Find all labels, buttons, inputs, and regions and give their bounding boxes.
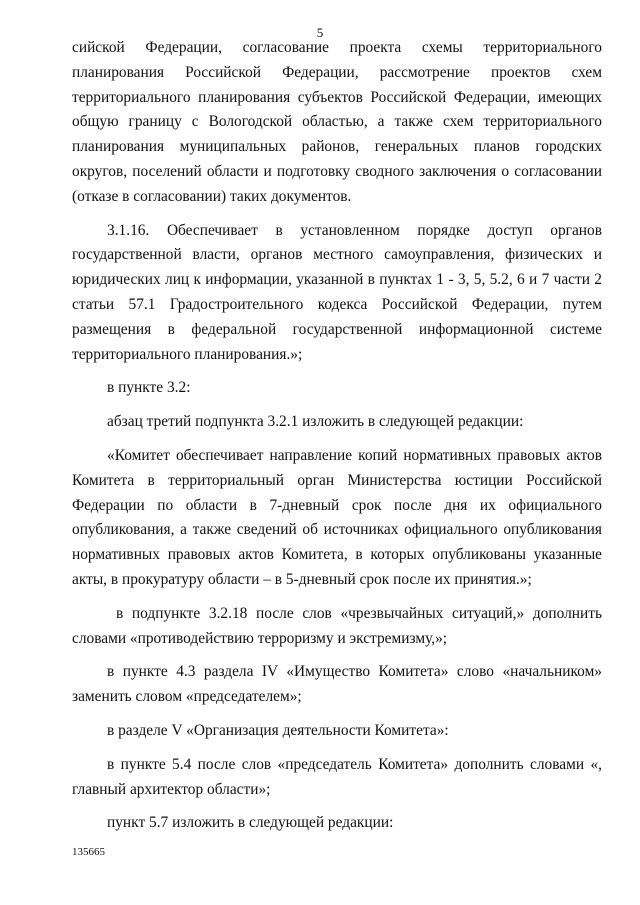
paragraph: сийской Федерации, согласование проекта схемы территориального планирования Российской Федерации, рассмотрение проектов схем территориального планирования субъектов Российской Федерации, имеющих общую границу с Вологодской областью, а также схем территориального планирования муниципальных районов, генеральных планов городских округов, поселений области и подготовку сводного заключения о согласовании (отказе в согласовании) таких документов. xyxy=(72,39,602,205)
paragraph: в подпункте 3.2.18 после слов «чрезвычайных ситуаций,» дополнить словами «противодействию терроризму и экстремизму,»; xyxy=(72,604,602,647)
paragraph: в пункте 3.2: xyxy=(107,379,191,397)
paragraph: 3.1.16. Обеспечивает в установленном порядке доступ органов государственной власти, органов местного самоуправления, физических и юридических лиц к информации, указанной в пунктах 1 - 3, 5, 5.2, 6 и 7 части 2 статьи 57.1 Градостроительного кодекса Российской Федерации, путем размещения в федеральной государственной информационной системе территориального планирования.»; xyxy=(72,221,602,363)
paragraph: абзац третий подпункта 3.2.1 изложить в следующей редакции: xyxy=(107,413,524,431)
paragraph: пункт 5.7 изложить в следующей редакции: xyxy=(107,814,394,832)
document-body xyxy=(72,36,602,836)
document-code: 135665 xyxy=(72,846,105,858)
paragraph: в пункте 5.4 после слов «председатель Комитета» дополнить словами «, главный архитектор области»; xyxy=(72,755,602,798)
paragraph: «Комитет обеспечивает направление копий нормативных правовых актов Комитета в территориальный орган Министерства юстиции Российской Федерации по области в 7-дневный срок после дня их официального опубликования, а также сведений об источниках официального опубликования нормативных правовых актов Комитета, в которых опубликованы указанные акты, в прокуратуру области – в 5-дневный срок после их принятия.»; xyxy=(72,446,602,588)
page-number: 5 xyxy=(316,25,324,40)
paragraph: в разделе V «Организация деятельности Комитета»: xyxy=(107,721,449,739)
paragraph: в пункте 4.3 раздела IV «Имущество Комитета» слово «начальником» заменить словом «председателем»; xyxy=(72,663,602,706)
